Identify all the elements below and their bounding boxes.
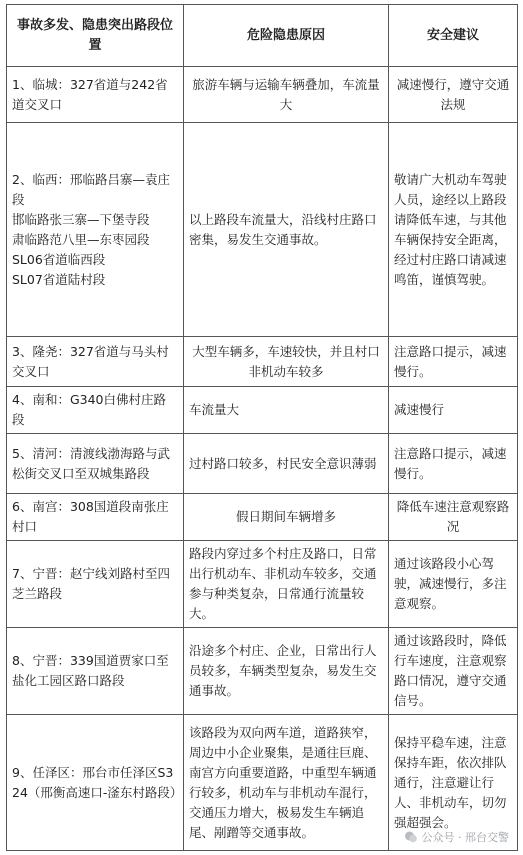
cell-cause: 车流量大: [184, 387, 389, 434]
cell-advice: 减速慢行: [389, 387, 518, 434]
cell-advice: 敬请广大机动车驾驶人员，途经以上路段请降低车速，与其他车辆保持安全距离，经过村庄路口请减速鸣笛，谨慎驾驶。: [389, 123, 518, 337]
cell-cause: 该路段为双向两车道，道路狭窄，周边中小企业聚集，是通往巨鹿、南宫方向重要道路，中重型车辆通行较多，机动车与非机动车混行，交通压力增大，极易发生车辆追尾、剐蹭等交通事故。: [184, 715, 389, 851]
cell-cause: 过村路口较多，村民安全意识薄弱: [184, 434, 389, 494]
cell-cause: 大型车辆多，车速较快，并且村口非机动车较多: [184, 337, 389, 387]
position-line: SL07省道陆村段: [12, 271, 106, 287]
position-line: 2、临西：邢临路吕寨—袁庄段: [12, 171, 170, 207]
cell-advice: 降低车速注意观察路况: [389, 494, 518, 541]
position-line: 1、临城：327省道与242省道交叉口: [12, 76, 168, 112]
cell-advice: 保持平稳车速，注意保持车距，依次排队通行，注意避让行人、非机动车，切勿强超强会。: [389, 715, 518, 851]
table-row: [7, 67, 518, 123]
position-line: SL06省道临西段: [12, 251, 106, 267]
cell-cause: 沿途多个村庄、企业，日常出行人员较多，车辆类型复杂，易发生交通事故。: [184, 628, 389, 715]
cell-advice: 通过该路段小心驾驶，减速慢行，多注意观察。: [389, 541, 518, 628]
header-advice: 安全建议: [389, 5, 518, 67]
cell-position: [7, 337, 184, 387]
cell-cause: 旅游车辆与运输车辆叠加，车流量大: [184, 67, 389, 123]
position-line: 7、宁晋：赵宁线刘路村至四芝兰路段: [12, 566, 170, 601]
header-cause: 危险隐患原因: [184, 5, 389, 67]
cell-position: [7, 494, 184, 541]
cell-position: [7, 715, 184, 851]
table-row: [7, 387, 518, 434]
road-safety-table: [6, 4, 518, 851]
cell-position: [7, 541, 184, 628]
position-line: 5、清河：清渡线渤海路与武松街交叉口至双城集路段: [12, 445, 170, 481]
cell-advice: 减速慢行，遵守交通法规: [389, 67, 518, 123]
table-row: [7, 123, 518, 337]
cell-position: [7, 67, 184, 123]
cell-cause: 假日期间车辆增多: [184, 494, 389, 541]
header-position: 事故多发、隐患突出路段位置: [7, 5, 184, 67]
cell-advice: 注意路口提示，减速慢行。: [389, 337, 518, 387]
cell-cause: 以上路段车流量大，沿线村庄路口密集，易发生交通事故。: [184, 123, 389, 337]
position-line: 4、南和：G340白佛村庄路段: [12, 392, 166, 427]
table-row: [7, 337, 518, 387]
wechat-watermark: [404, 829, 510, 845]
position-line: 邯临路张三寨—下堡寺段: [12, 211, 150, 227]
cell-position: [7, 387, 184, 434]
watermark-text: 公众号 · 邢台交警: [421, 831, 509, 844]
cell-advice: 通过该路段时，降低行车速度，注意观察路口情况，遵守交通信号。: [389, 628, 518, 715]
table-row: [7, 541, 518, 628]
position-line: 8、宁晋：339国道贾家口至盐化工园区路口路段: [12, 653, 169, 688]
position-line: 6、南宫：308国道段南张庄村口: [12, 499, 169, 534]
cell-cause: 路段内穿过多个村庄及路口，日常出行机动车、非机动车较多，交通参与种类复杂，日常通行流量较大。: [184, 541, 389, 628]
cell-position: [7, 434, 184, 494]
table-row: [7, 494, 518, 541]
wechat-icon: [404, 830, 418, 844]
position-line: 9、任泽区：邢台市任泽区S324（邢衡高速口-滏东村路段）: [12, 764, 183, 800]
position-line: 肃临路范八里—东枣园段: [12, 231, 150, 247]
cell-position: [7, 628, 184, 715]
position-line: 3、隆尧：327省道与马头村交叉口: [12, 343, 169, 379]
cell-advice: 注意路口提示，减速慢行。: [389, 434, 518, 494]
table-row: [7, 628, 518, 715]
cell-position: [7, 123, 184, 337]
table-header-row: [7, 5, 518, 67]
table-row: [7, 434, 518, 494]
